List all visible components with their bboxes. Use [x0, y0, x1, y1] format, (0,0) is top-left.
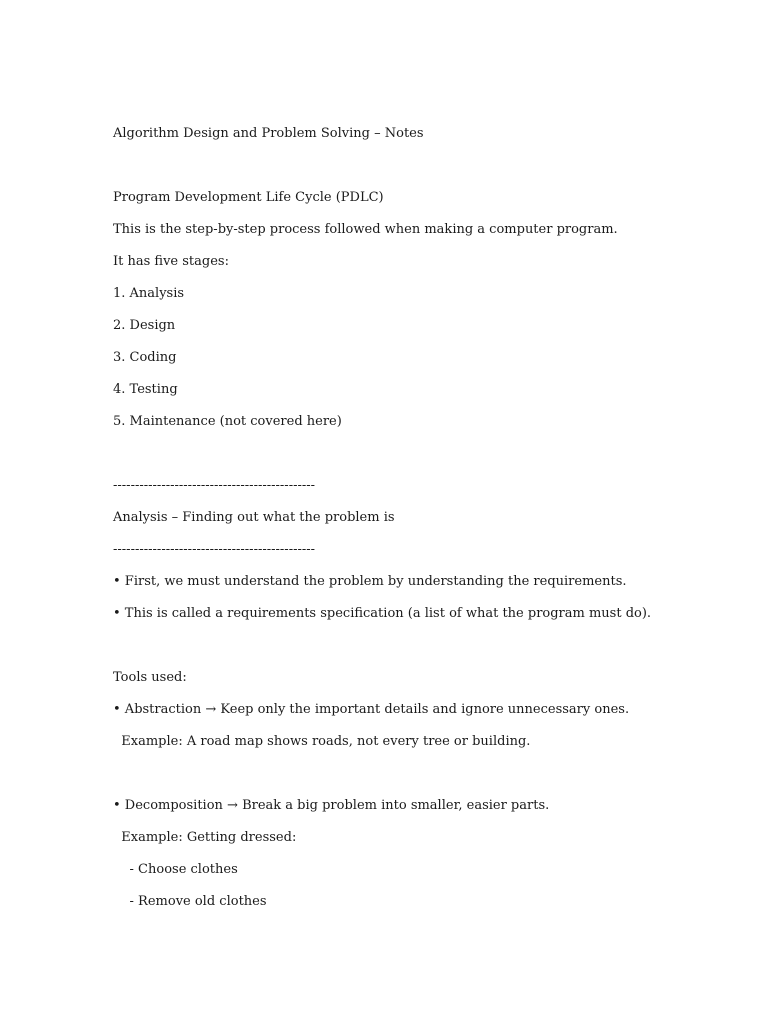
sub-list-item: - Choose clothes: [113, 862, 238, 877]
example-line: Example: A road map shows roads, not every tree or building.: [113, 734, 531, 749]
list-item: 1. Analysis: [113, 286, 185, 301]
bullet-item: • Decomposition → Break a big problem into smaller, easier parts.: [113, 798, 550, 813]
text-line: It has five stages:: [113, 254, 229, 269]
section-heading-analysis: Analysis – Finding out what the problem is: [113, 510, 395, 525]
blank-line: [113, 156, 768, 188]
list-item: 5. Maintenance (not covered here): [113, 414, 342, 429]
text-line: This is the step-by-step process followed when making a computer program.: [113, 222, 618, 237]
document-title: Algorithm Design and Problem Solving – Notes: [113, 126, 424, 141]
divider-line: ----------------------------------------------: [113, 542, 316, 557]
list-item: 3. Coding: [113, 350, 177, 365]
list-item: 2. Design: [113, 318, 176, 333]
bullet-item: • Abstraction → Keep only the important details and ignore unnecessary ones.: [113, 702, 630, 717]
example-line: Example: Getting dressed:: [113, 830, 297, 845]
blank-line: [113, 444, 768, 476]
bullet-item: • First, we must understand the problem by understanding the requirements.: [113, 574, 627, 589]
blank-line: [113, 636, 768, 668]
section-heading-pdlc: Program Development Life Cycle (PDLC): [113, 190, 384, 205]
bullet-item: • This is called a requirements specification (a list of what the program must do).: [113, 606, 652, 621]
subheading-tools: Tools used:: [113, 670, 187, 685]
divider-line: ----------------------------------------------: [113, 478, 316, 493]
sub-list-item: - Remove old clothes: [113, 894, 267, 909]
blank-line: [113, 764, 768, 796]
list-item: 4. Testing: [113, 382, 178, 397]
